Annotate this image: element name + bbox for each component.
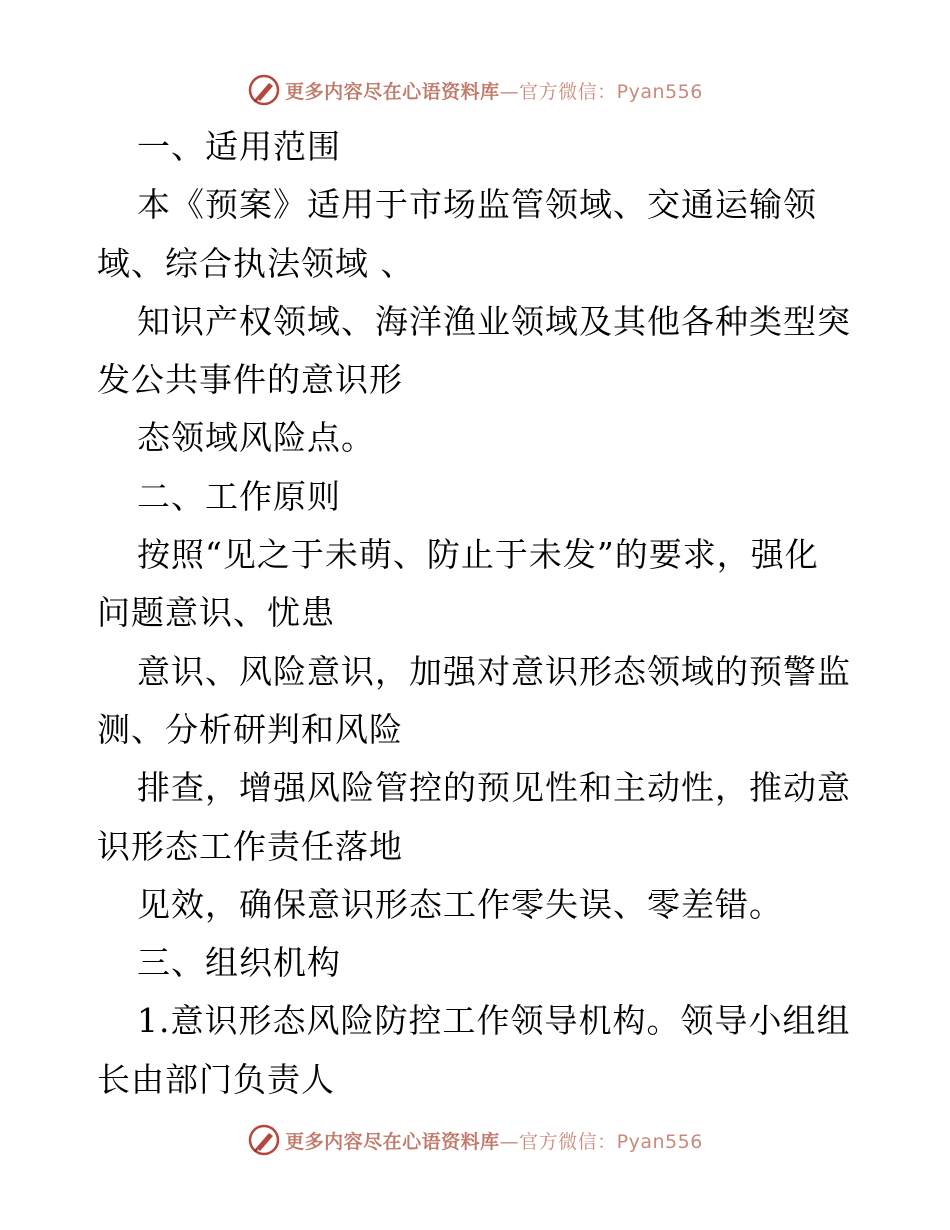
- paragraph-line: 见效，确保意识形态工作零失误、零差错。: [137, 884, 783, 924]
- paragraph-line: 态领域风险点。: [137, 418, 375, 458]
- header-watermark: [0, 70, 950, 110]
- watermark-text: 更多内容尽在心语资料库—官方微信：Pyan556: [285, 80, 703, 103]
- paragraph-line: 意识、风险意识，加强对意识形态领域的预警监: [137, 651, 851, 691]
- paragraph-line: 长由部门负责人: [97, 1059, 335, 1099]
- paragraph-line: 1.意识形态风险防控工作领导机构。领导小组组: [137, 1001, 851, 1041]
- footer-watermark: [0, 1120, 950, 1160]
- paragraph-line: 排查，增强风险管控的预见性和主动性，推动意: [137, 768, 851, 808]
- paragraph-line: 本《预案》适用于市场监管领域、交通运输领: [137, 185, 817, 225]
- heading-scope: 一、适用范围: [137, 127, 341, 166]
- pen-logo-icon: [247, 1123, 281, 1157]
- paragraph-line: 域、综合执法领域 、: [97, 243, 415, 283]
- paragraph-line: 发公共事件的意识形: [97, 360, 403, 400]
- document-body: [97, 118, 857, 1109]
- heading-organization: 三、组织机构: [137, 943, 341, 983]
- paragraph-line: 识形态工作责任落地: [97, 826, 403, 866]
- paragraph-line: 问题意识、忧患: [97, 593, 335, 633]
- pen-logo-icon: [247, 73, 281, 107]
- paragraph-line: 知识产权领域、海洋渔业领域及其他各种类型突: [137, 301, 851, 341]
- paragraph-line: 测、分析研判和风险: [97, 709, 403, 749]
- paragraph-line: 按照“见之于未萌、防止于未发”的要求，强化: [137, 535, 819, 575]
- heading-principles: 二、工作原则: [137, 476, 341, 516]
- watermark-text: 更多内容尽在心语资料库—官方微信：Pyan556: [285, 1130, 703, 1153]
